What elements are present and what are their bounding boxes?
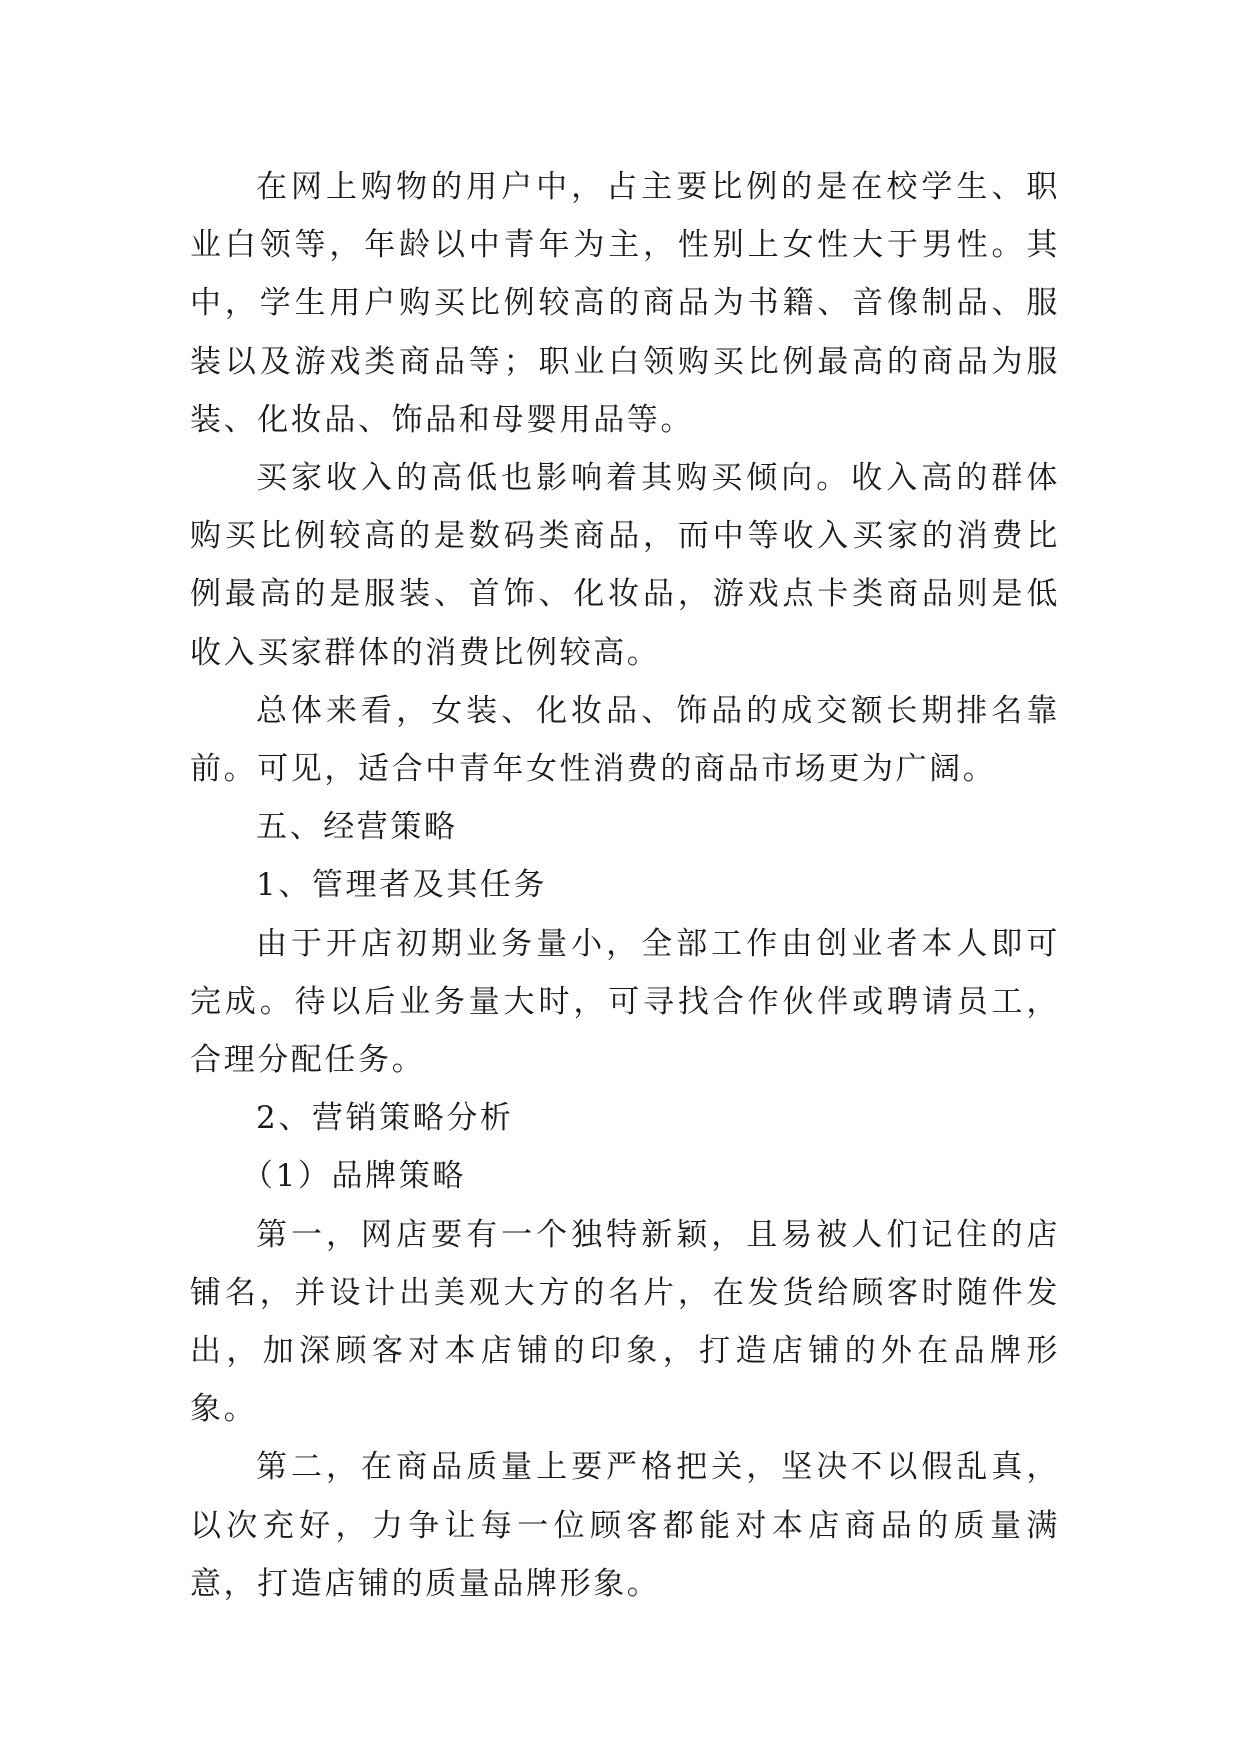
paragraph-brand-first: 第一，网店要有一个独特新颖，且易被人们记住的店铺名，并设计出美观大方的名片，在发货给顾客时随件发出，加深顾客对本店铺的印象，打造店铺的外在品牌形象。 [190,1216,1060,1428]
paragraph-buyer-income: 买家收入的高低也影响着其购买倾向。收入高的群体购买比例较高的是数码类商品，而中等收入买家的消费比例最高的是服装、首饰、化妆品，游戏点卡类商品则是低收入买家群体的消费比例较高。 [190,460,1060,671]
heading-brand-strategy: （1）品牌策略 [242,1158,466,1195]
paragraph-overall: 总体来看，女装、化妆品、饰品的成交额长期排名靠前。可见，适合中青年女性消费的商品市场更为广阔。 [190,692,1060,788]
heading-marketing-analysis: 2、营销策略分析 [256,1100,514,1137]
paragraph-online-shoppers: 在网上购物的用户中，占主要比例的是在校学生、职业白领等，年龄以中青年为主，性别上女性大于男性。其中，学生用户购买比例较高的商品为书籍、音像制品、服装以及游戏类商品等；职业白领购买比例最高的商品为服装、化妆品、饰品和母婴用品等。 [190,169,1060,438]
heading-managers-tasks: 1、管理者及其任务 [256,867,548,904]
document-body [190,158,1060,1613]
paragraph-brand-second: 第二，在商品质量上要严格把关，坚决不以假乱真，以次充好，力争让每一位顾客都能对本店商品的质量满意，打造店铺的质量品牌形象。 [190,1449,1060,1602]
paragraph-managers: 由于开店初期业务量小，全部工作由创业者本人即可完成。待以后业务量大时，可寻找合作伙伴或聘请员工，合理分配任务。 [190,925,1060,1079]
heading-business-strategy: 五、经营策略 [256,809,458,846]
